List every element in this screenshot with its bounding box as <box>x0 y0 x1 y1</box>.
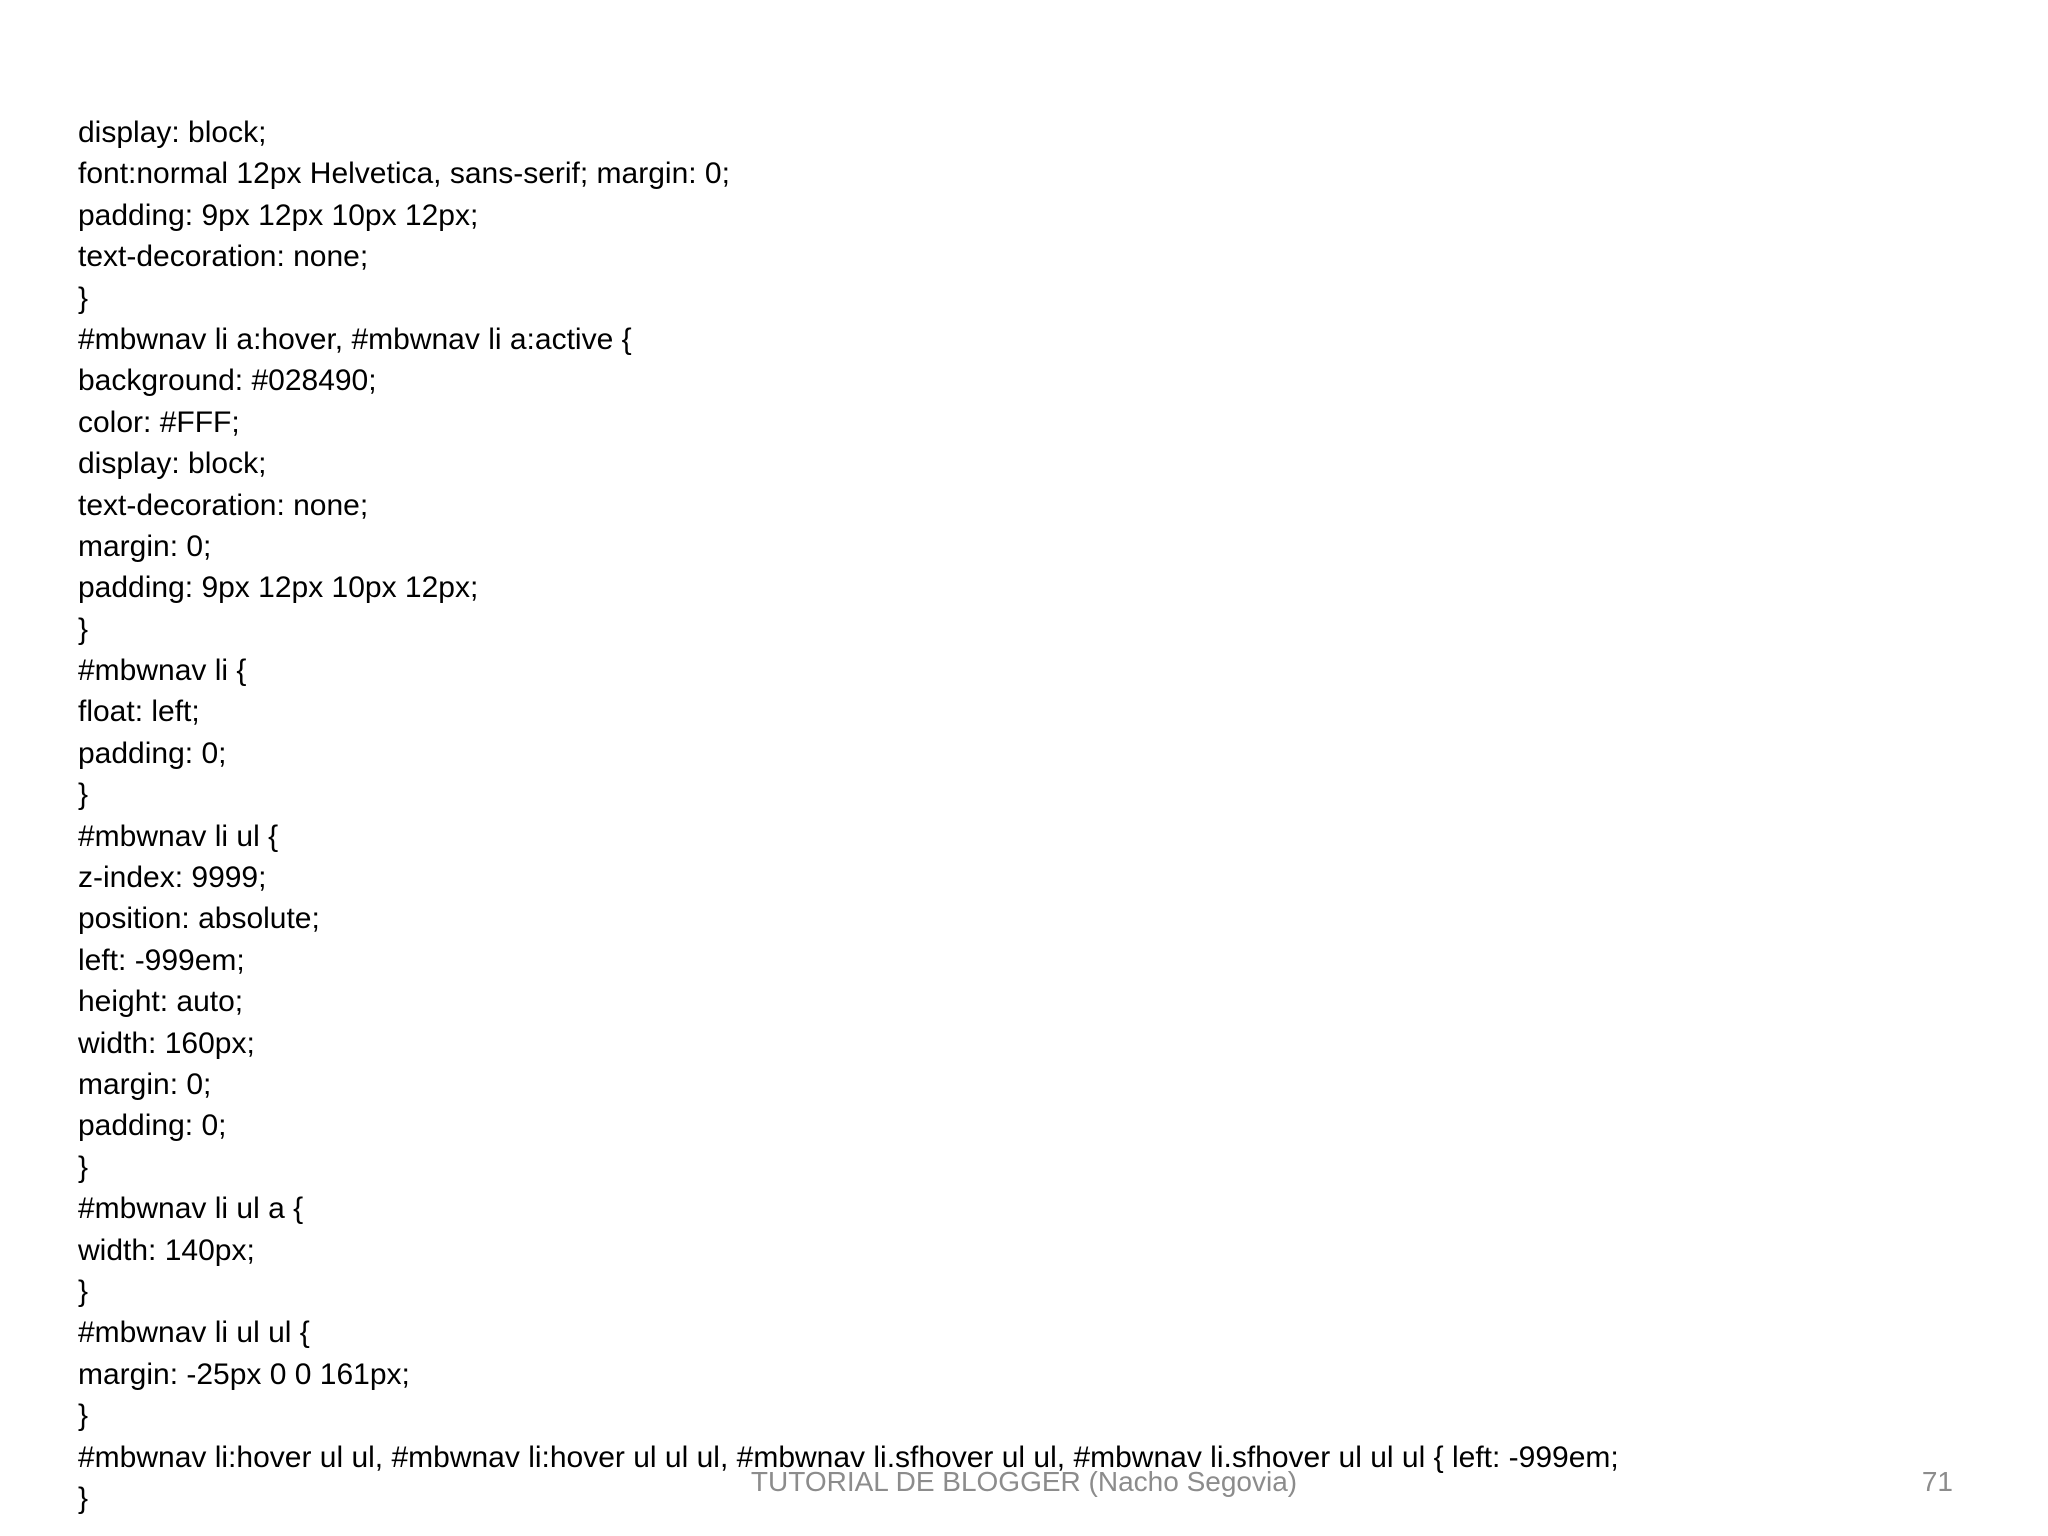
code-line: } <box>78 1481 89 1515</box>
code-line: #mbwnav li ul a { <box>78 1192 304 1226</box>
code-line: } <box>78 612 89 646</box>
code-line: } <box>78 1274 89 1308</box>
code-line: position: absolute; <box>78 902 320 936</box>
code-line: width: 160px; <box>78 1026 255 1060</box>
code-listing <box>78 112 1978 1519</box>
slide-number: 71 <box>1921 1466 1953 1497</box>
code-line: #mbwnav li ul ul { <box>78 1316 310 1350</box>
code-line: text-decoration: none; <box>78 488 369 522</box>
code-line: } <box>78 1150 89 1184</box>
code-line: padding: 9px 12px 10px 12px; <box>78 198 479 232</box>
code-line: width: 140px; <box>78 1233 255 1267</box>
code-line: } <box>78 778 89 812</box>
code-line: margin: 0; <box>78 1067 212 1101</box>
code-line: #mbwnav li ul { <box>78 819 279 853</box>
code-line: } <box>78 281 89 315</box>
code-line: padding: 0; <box>78 736 227 770</box>
code-line: #mbwnav li { <box>78 654 247 688</box>
code-line: display: block; <box>78 116 267 149</box>
code-line: margin: -25px 0 0 161px; <box>78 1357 410 1391</box>
code-line: z-index: 9999; <box>78 861 267 895</box>
code-line: padding: 0; <box>78 1109 227 1143</box>
code-line: } <box>78 1399 89 1433</box>
code-line: font:normal 12px Helvetica, sans-serif; margin: 0; <box>78 157 730 191</box>
code-line: #mbwnav li:hover ul ul, #mbwnav li:hover ul ul ul, #mbwnav li.sfhover ul ul, #mbwnav li.sfhover ul ul ul { left: -999em; <box>78 1440 1619 1474</box>
code-line: padding: 9px 12px 10px 12px; <box>78 571 479 605</box>
code-line: left: -999em; <box>78 943 245 977</box>
code-line: display: block; <box>78 447 267 481</box>
code-line: background: #028490; <box>78 364 377 398</box>
code-line: #mbwnav li a:hover, #mbwnav li a:active { <box>78 322 632 356</box>
code-line: color: #FFF; <box>78 405 240 439</box>
code-line: height: auto; <box>78 985 244 1019</box>
code-line: text-decoration: none; <box>78 240 369 274</box>
code-line: margin: 0; <box>78 529 212 563</box>
footer-title: TUTORIAL DE BLOGGER (Nacho Segovia) <box>750 1466 1298 1497</box>
code-line: float: left; <box>78 695 200 729</box>
